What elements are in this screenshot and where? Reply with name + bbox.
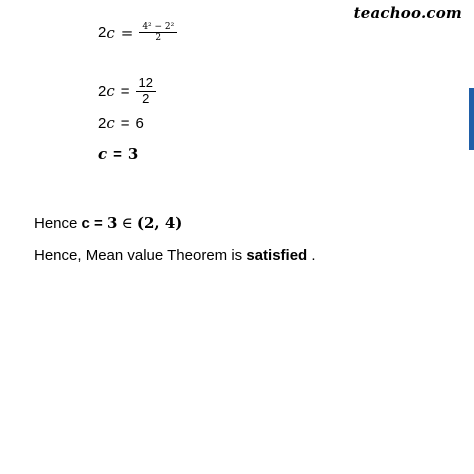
- equation-line-1: [98, 22, 177, 44]
- equation-lhs-variable: c: [106, 82, 115, 101]
- c-label: c =: [81, 215, 107, 232]
- fraction-numerator: 4² − 2²: [139, 22, 177, 33]
- hence-c-statement: [34, 214, 182, 232]
- equation-line-2: [98, 76, 156, 107]
- fraction-denominator: 2: [142, 90, 150, 106]
- conclusion-bold: satisfied: [246, 247, 308, 264]
- equation-rhs-value: 3: [127, 145, 139, 163]
- equals-sign: =: [120, 23, 134, 42]
- mvt-conclusion: [34, 247, 316, 264]
- side-accent-segment: [469, 88, 474, 150]
- equals-sign: =: [120, 114, 130, 132]
- equation-line-3: [98, 114, 144, 132]
- hence-prefix: Hence: [34, 215, 78, 232]
- element-of-symbol: ∈: [121, 214, 133, 232]
- equation-lhs-coefficient: 2: [98, 82, 107, 100]
- fraction: [139, 22, 177, 44]
- equals-sign: =: [113, 145, 122, 163]
- interval: (2, 4): [136, 214, 183, 232]
- equation-lhs-coefficient: 2: [98, 114, 107, 132]
- side-accent-bar: [469, 0, 474, 474]
- equation-rhs-value: 6: [135, 114, 144, 132]
- fraction-numerator: 12: [136, 76, 156, 92]
- equation-lhs-variable: c: [106, 23, 115, 42]
- fraction: [136, 76, 156, 107]
- equals-sign: =: [120, 82, 130, 100]
- equation-lhs-variable: c: [98, 145, 108, 163]
- equation-line-4: [98, 145, 138, 163]
- equation-lhs-coefficient: 2: [98, 24, 107, 42]
- c-value: 3: [106, 214, 118, 232]
- conclusion-suffix: .: [311, 247, 316, 264]
- fraction-denominator: 2: [155, 33, 162, 44]
- equation-lhs-variable: c: [106, 114, 115, 132]
- teachoo-logo: teachoo.com: [353, 4, 462, 22]
- conclusion-prefix: Hence, Mean value Theorem is: [34, 247, 243, 264]
